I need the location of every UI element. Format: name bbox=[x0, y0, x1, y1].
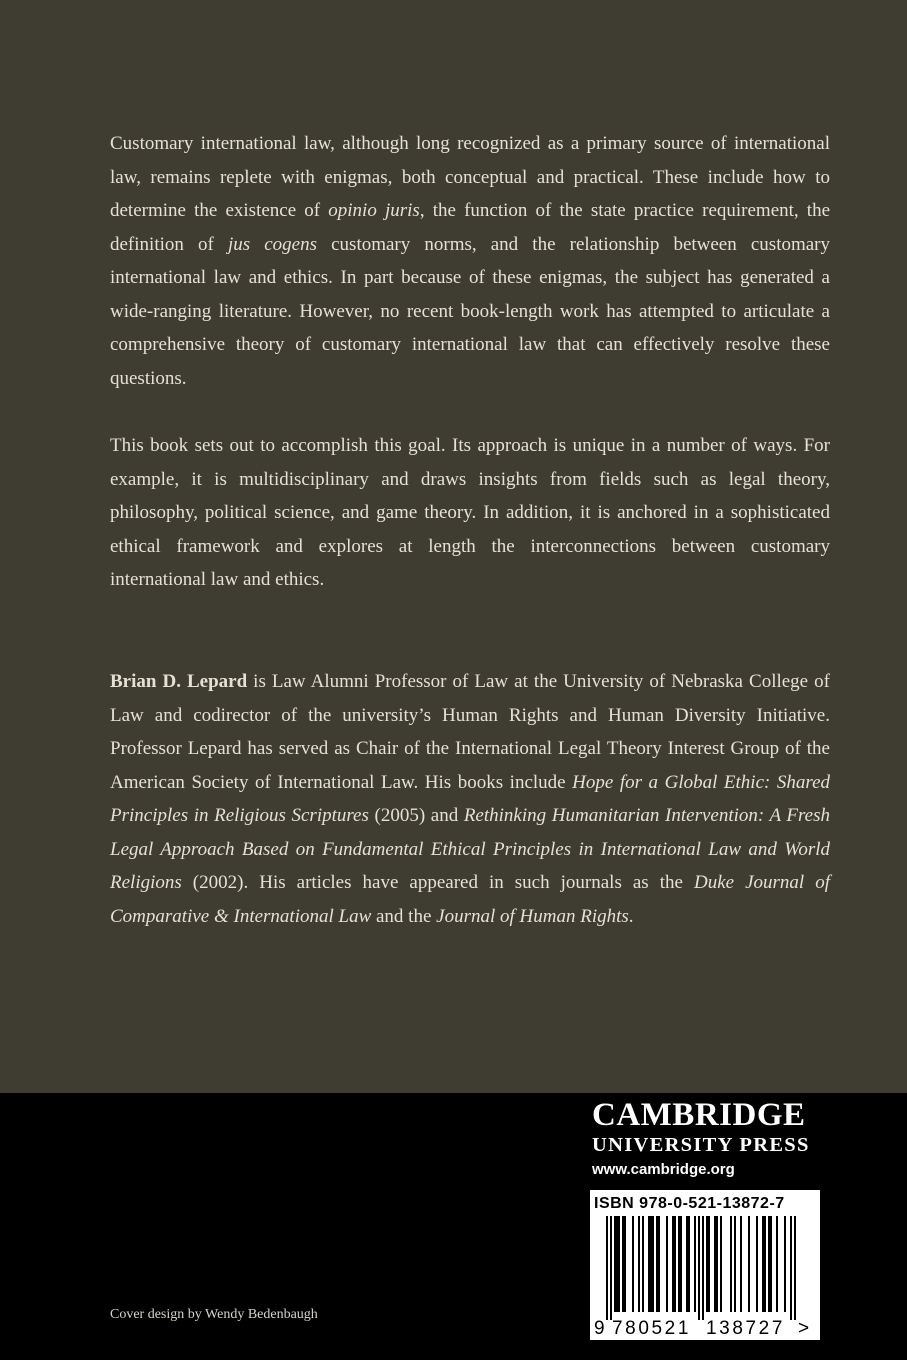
barcode-bar bbox=[652, 1216, 654, 1312]
publisher-subname: UNIVERSITY PRESS bbox=[592, 1134, 810, 1156]
blurb-paragraph-1 bbox=[110, 127, 830, 395]
author-bio-paragraph bbox=[110, 665, 830, 933]
publisher-url: www.cambridge.org bbox=[592, 1161, 735, 1178]
barcode-bar bbox=[674, 1216, 676, 1312]
barcode-bar bbox=[698, 1216, 700, 1320]
barcode-bar bbox=[624, 1216, 626, 1312]
barcode-bar bbox=[770, 1216, 772, 1312]
text-segment: (2002). His articles have appeared in such journals as the bbox=[181, 872, 694, 893]
isbn-label: ISBN 978-0-521-13872-7 bbox=[594, 1195, 785, 1212]
barcode-bar bbox=[618, 1216, 620, 1312]
barcode-bar bbox=[616, 1216, 618, 1312]
publisher-logo bbox=[592, 1097, 832, 1181]
barcode-bar bbox=[734, 1216, 736, 1312]
cover-design-credit: Cover design by Wendy Bedenbaugh bbox=[110, 1307, 318, 1322]
text-segment: (2005) and bbox=[368, 805, 464, 826]
barcode-bar bbox=[708, 1216, 710, 1312]
barcode-bar bbox=[748, 1216, 750, 1312]
blurb-paragraph-2 bbox=[110, 429, 830, 597]
barcode-bar bbox=[706, 1216, 708, 1312]
barcode-bar bbox=[686, 1216, 688, 1312]
barcode-box bbox=[590, 1190, 820, 1340]
barcode-bar bbox=[656, 1216, 658, 1312]
barcode-bar bbox=[740, 1216, 742, 1312]
text-segment: Customary international law, although long recognized as a primary source of international law, remains replete with enigmas, both conceptual and practical. These include how to determine the existence of bbox=[110, 133, 830, 221]
barcode-bar bbox=[638, 1216, 640, 1312]
barcode-bar bbox=[702, 1216, 704, 1320]
italic-text-segment: opinio juris bbox=[328, 200, 420, 221]
text-segment: customary norms, and the relationship between customary international law and ethics. In part because of these enigmas, the subject has generated a wide-ranging literature. However, no recent book-length work has attempted to articulate a comprehensive theory of customary international law that can effectively resolve these questions. bbox=[110, 233, 831, 389]
italic-text-segment: Journal of Human Rights bbox=[436, 905, 629, 927]
text-segment: . bbox=[628, 905, 634, 927]
barcode-quiet-mark: > bbox=[798, 1318, 810, 1339]
barcode-bar bbox=[720, 1216, 722, 1312]
text-segment: This book sets out to accomplish this goal. Its approach is unique in a number of ways. For example, it is multidisciplinary and draws insights from fields such as legal theory, philosophy, political science, and game theory. In addition, it is anchored in a sophisticated ethical framework and explores at length the interconnections between customary international law and ethics. bbox=[110, 435, 830, 590]
barcode-bar bbox=[666, 1216, 668, 1312]
barcode-bar bbox=[714, 1216, 716, 1312]
barcode-bar bbox=[650, 1216, 652, 1312]
barcode-bar bbox=[610, 1216, 612, 1320]
barcode-bar bbox=[678, 1216, 680, 1312]
barcode-bar bbox=[776, 1216, 778, 1312]
barcode-digit-group-2: 138727 bbox=[706, 1318, 786, 1339]
barcode-bar bbox=[632, 1216, 634, 1312]
italic-text-segment: Rethinking Humanitarian Intervention: A Fresh Legal Approach Based on Fundamental Ethical Principles in International Law and World Religions bbox=[110, 805, 830, 893]
barcode-bar bbox=[614, 1216, 616, 1312]
barcode-bar bbox=[784, 1216, 786, 1312]
barcode-bar bbox=[680, 1216, 682, 1312]
barcode-bar bbox=[606, 1216, 608, 1320]
text-segment: , the function of the state practice requirement, the definition of bbox=[110, 200, 831, 255]
barcode-bar bbox=[622, 1216, 624, 1312]
italic-text-segment: jus cogens bbox=[227, 233, 317, 255]
barcode-bar bbox=[762, 1216, 764, 1312]
barcode-bar bbox=[658, 1216, 660, 1312]
barcode-bar bbox=[642, 1216, 644, 1312]
barcode-bar bbox=[730, 1216, 732, 1312]
text-segment: is Law Alumni Professor of Law at the University of Nebraska College of Law and codirector of the university’s Human Rights and Human Diversity Initiative. Professor Lepard has served as Chair of the International Legal Theory Interest Group of the American Society of International Law. His books include bbox=[110, 671, 830, 793]
publisher-name: CAMBRIDGE bbox=[592, 1097, 806, 1133]
italic-text-segment: Duke Journal of Comparative & International Law bbox=[110, 872, 830, 927]
barcode-bar bbox=[756, 1216, 758, 1312]
barcode-bar bbox=[688, 1216, 690, 1312]
bold-text-segment: Brian D. Lepard bbox=[110, 671, 248, 692]
barcode-lead-digit: 9 bbox=[594, 1318, 605, 1339]
text-segment: and the bbox=[371, 905, 437, 927]
barcode-bars-icon bbox=[596, 1216, 814, 1320]
barcode-bar bbox=[672, 1216, 674, 1312]
barcode-bar bbox=[764, 1216, 766, 1312]
barcode-bar bbox=[648, 1216, 650, 1312]
barcode-bar bbox=[716, 1216, 718, 1312]
barcode-digit-group-1: 780521 bbox=[612, 1318, 692, 1339]
barcode-bar bbox=[694, 1216, 696, 1312]
italic-text-segment: Hope for a Global Ethic: Shared Principles in Religious Scriptures bbox=[110, 771, 831, 826]
barcode-bar bbox=[794, 1216, 796, 1320]
barcode-bar bbox=[790, 1216, 792, 1320]
barcode-bar bbox=[768, 1216, 770, 1312]
